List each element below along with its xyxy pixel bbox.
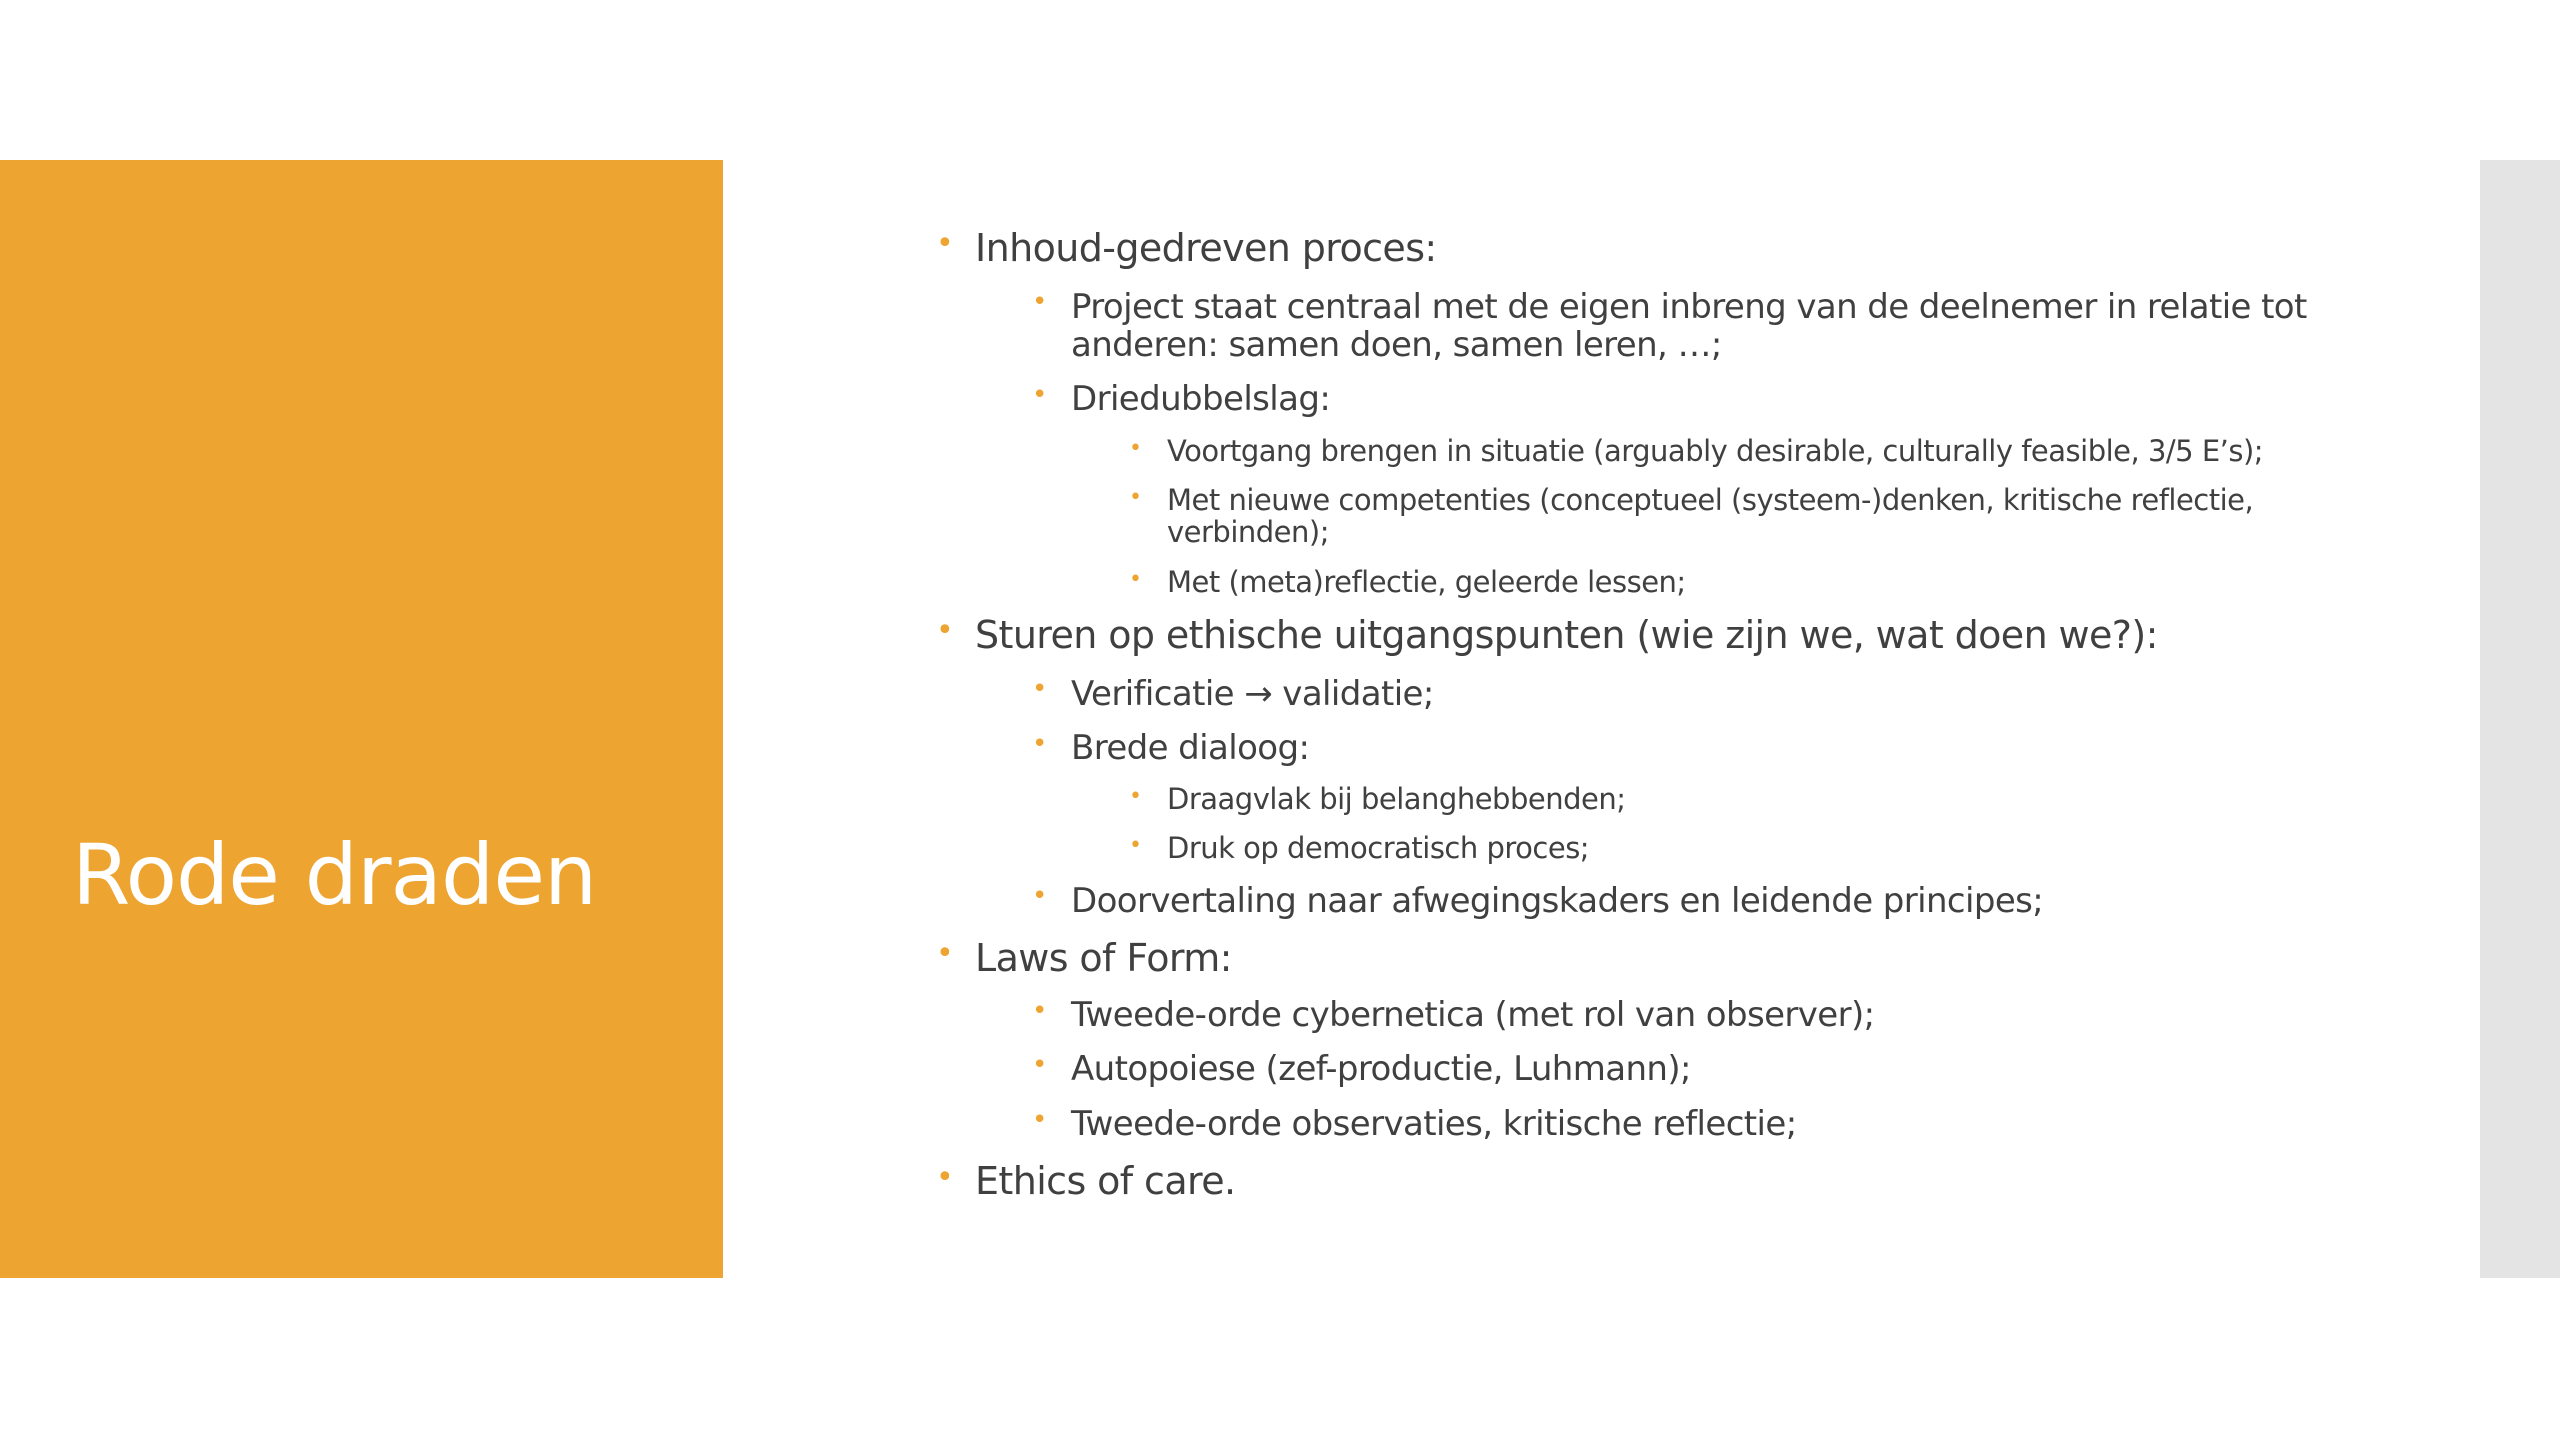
bullet-icon: • [936, 226, 954, 261]
bullet-icon: • [1032, 1105, 1048, 1135]
list-item-level1: Ethics of care. [975, 1159, 1236, 1203]
bullet-icon: • [1129, 784, 1142, 809]
list-item-level3: Druk op democratisch proces; [1167, 831, 1590, 865]
list-item-level2: Tweede-orde cybernetica (met rol van observer); [1071, 995, 1875, 1035]
list-item-level2: Verificatie → validatie; [1071, 674, 1434, 714]
list-item-level2-continuation: anderen: samen doen, samen leren, …; [1071, 325, 1722, 365]
list-item-level1: Inhoud-gedreven proces: [975, 226, 1437, 270]
list-item-level2: Tweede-orde observaties, kritische reflectie; [1071, 1104, 1797, 1144]
bullet-icon: • [1032, 287, 1048, 317]
bullet-icon: • [936, 936, 954, 971]
list-item-level3: Met nieuwe competenties (conceptueel (systeem-)denken, kritische reflectie, [1167, 483, 2254, 517]
slide-title: Rode draden [72, 826, 597, 924]
bullet-icon: • [936, 1160, 954, 1195]
bullet-icon: • [1032, 881, 1048, 911]
bullet-icon: • [1129, 485, 1142, 510]
list-item-level2: Driedubbelslag: [1071, 379, 1331, 419]
list-item-level1: Laws of Form: [975, 936, 1232, 980]
list-item-level2: Autopoiese (zef-productie, Luhmann); [1071, 1049, 1691, 1089]
bullet-icon: • [1032, 996, 1048, 1026]
list-item-level2: Doorvertaling naar afwegingskaders en leidende principes; [1071, 881, 2044, 921]
list-item-level2: Brede dialoog: [1071, 728, 1310, 768]
bullet-icon: • [1032, 380, 1048, 410]
bullet-icon: • [1129, 567, 1142, 592]
bullet-icon: • [1032, 1050, 1048, 1080]
bullet-icon: • [1032, 674, 1048, 704]
list-item-level3: Draagvlak bij belanghebbenden; [1167, 782, 1626, 816]
bullet-icon: • [1129, 833, 1142, 858]
list-item-level3-continuation: verbinden); [1167, 515, 1329, 549]
bullet-icon: • [1032, 729, 1048, 759]
bullet-icon: • [1129, 436, 1142, 461]
bullet-icon: • [936, 613, 954, 648]
list-item-level1: Sturen op ethische uitgangspunten (wie zijn we, wat doen we?): [975, 613, 2158, 657]
list-item-level2: Project staat centraal met de eigen inbreng van de deelnemer in relatie tot [1071, 287, 2307, 327]
list-item-level3: Met (meta)reflectie, geleerde lessen; [1167, 565, 1686, 599]
list-item-level3: Voortgang brengen in situatie (arguably desirable, culturally feasible, 3/5 E’s); [1167, 434, 2264, 468]
